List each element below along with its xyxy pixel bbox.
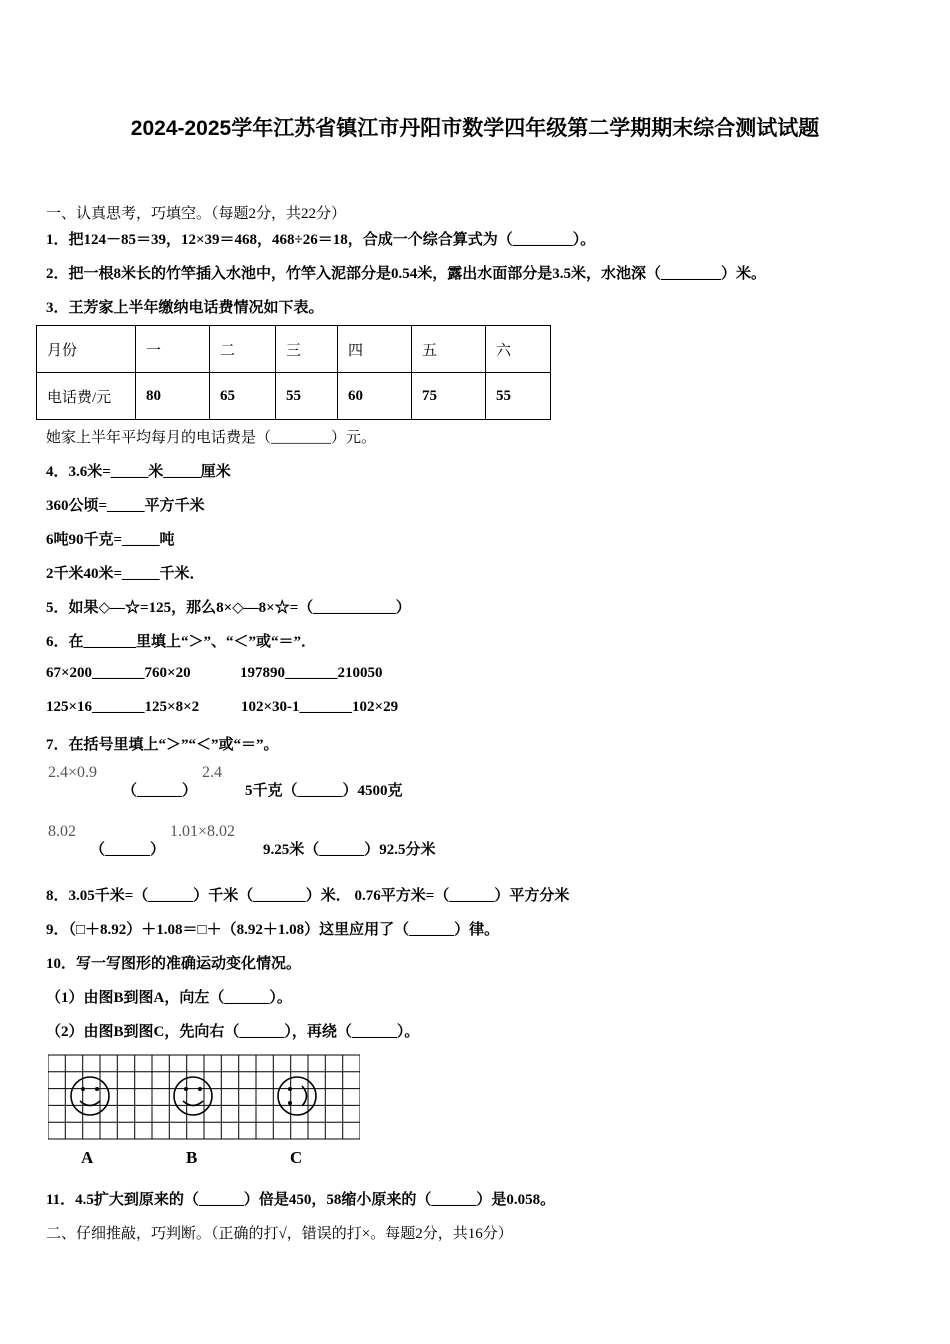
table-cell: 二 — [210, 326, 276, 373]
table-cell: 一 — [136, 326, 210, 373]
face-c — [278, 1077, 316, 1115]
page-title: 2024-2025学年江苏省镇江市丹阳市数学四年级第二学期期末综合测试试题 — [130, 117, 820, 140]
table-cell: 电话费/元 — [37, 373, 136, 420]
table-cell: 75 — [412, 373, 486, 420]
question-5: 5．如果◇—☆=125，那么8×◇—8×☆=（___________） — [46, 600, 411, 616]
table-row — [37, 326, 551, 373]
table-cell: 55 — [276, 373, 338, 420]
question-6a: 67×200_______760×20 — [46, 665, 191, 681]
question-7: 7．在括号里填上“＞”“＜”或“＝”。 — [46, 737, 279, 753]
question-6c: 125×16_______125×8×2 — [46, 699, 200, 715]
question-8: 8．3.05千米=（______）千米（_______）米． 0.76平方米=（______）平方分米 — [46, 888, 570, 904]
table-cell: 65 — [210, 373, 276, 420]
question-9: 9．（□＋8.92）＋1.08＝□＋（8.92＋1.08）这里应用了（______）律。 — [46, 922, 500, 938]
table-cell: 60 — [338, 373, 412, 420]
table-cell: 五 — [412, 326, 486, 373]
question-6b: 197890_______210050 — [240, 665, 383, 681]
table-cell: 月份 — [37, 326, 136, 373]
question-4c: 6吨90千克=_____吨 — [46, 532, 175, 548]
face-a — [71, 1077, 109, 1115]
figure-label-b: B — [186, 1148, 198, 1167]
phone-fee-table — [36, 325, 551, 420]
table-cell: 80 — [136, 373, 210, 420]
figure-label-a: A — [81, 1148, 94, 1167]
q7-expression-2: 2.4 — [202, 764, 222, 781]
grid-figure — [48, 1054, 360, 1140]
question-4b: 360公顷=_____平方千米 — [46, 498, 205, 514]
question-11: 11．4.5扩大到原来的（______）倍是450，58缩小原来的（______）是0.058。 — [46, 1192, 556, 1208]
figure-label-c: C — [290, 1148, 303, 1167]
q7-expression-3: 8.02 — [48, 823, 76, 840]
transformation-figure — [48, 1054, 360, 1145]
q7-expression-1: 2.4×0.9 — [48, 764, 98, 781]
table-cell: 四 — [338, 326, 412, 373]
question-10-part-1: （1）由图B到图A，向左（______）。 — [46, 990, 292, 1006]
q7-expression-4: 1.01×8.02 — [170, 823, 236, 840]
table-cell: 六 — [486, 326, 551, 373]
q7-comparison-2: 9.25米（______）92.5分米 — [263, 842, 436, 858]
question-6d: 102×30-1_______102×29 — [241, 699, 399, 715]
question-10: 10．写一写图形的准确运动变化情况。 — [46, 956, 302, 972]
question-6: 6．在_______里填上“＞”、“＜”或“＝”． — [46, 634, 317, 650]
q7-blank-2: （______） — [90, 842, 166, 858]
table-row — [37, 373, 551, 420]
face-b — [174, 1077, 212, 1115]
question-3: 3．王芳家上半年缴纳电话费情况如下表。 — [46, 300, 324, 316]
question-10-part-2: （2）由图B到图C，先向右（______），再绕（______）。 — [46, 1024, 420, 1040]
question-3-followup: 她家上半年平均每月的电话费是（________）元。 — [46, 430, 377, 446]
question-1: 1．把124－85＝39，12×39＝468，468÷26＝18，合成一个综合算式为（________）。 — [46, 232, 596, 248]
section-1-heading: 一、认真思考，巧填空。（每题2分，共22分） — [46, 206, 347, 222]
q7-comparison-1: 5千克（______）4500克 — [245, 783, 403, 799]
table-cell: 三 — [276, 326, 338, 373]
question-2: 2．把一根8米长的竹竿插入水池中，竹竿入泥部分是0.54米，露出水面部分是3.5米，水池深（________）米。 — [46, 266, 767, 282]
section-2-heading: 二、仔细推敲，巧判断。（正确的打√，错误的打×。每题2分，共16分） — [46, 1226, 513, 1242]
question-4d: 2千米40米=_____千米． — [46, 566, 205, 582]
question-4a: 4．3.6米=_____米_____厘米 — [46, 464, 231, 480]
table-cell: 55 — [486, 373, 551, 420]
q7-blank-1: （______） — [122, 783, 198, 799]
